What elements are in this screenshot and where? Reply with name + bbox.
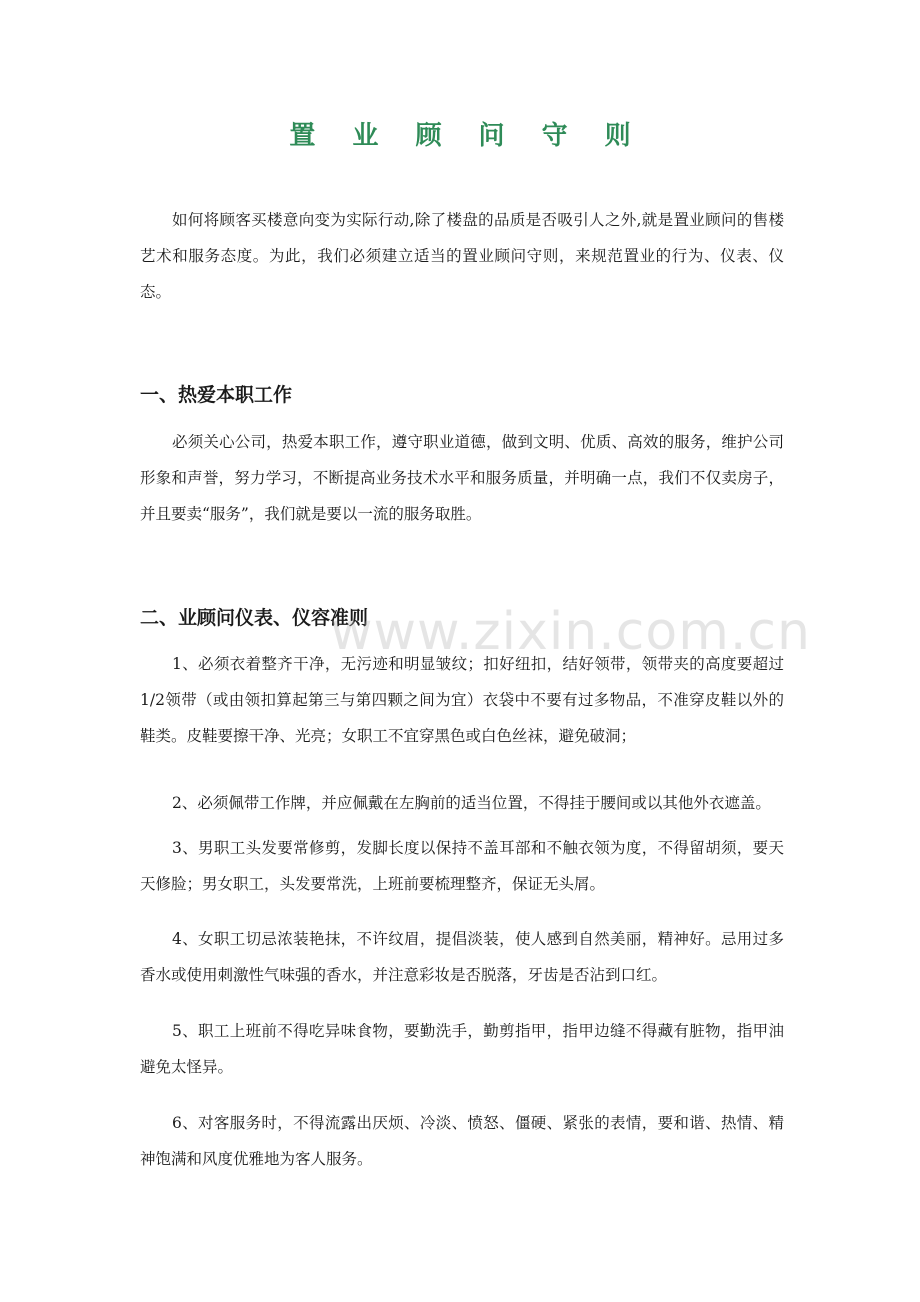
section-2-item-5: 5、职工上班前不得吃异味食物，要勤洗手，勤剪指甲，指甲边缝不得藏有脏物，指甲油避免太怪异。	[140, 1022, 784, 1076]
section-2-item-6: 6、对客服务时，不得流露出厌烦、冷淡、愤怒、僵硬、紧张的表情，要和谐、热情、精神饱满和风度优雅地为客人服务。	[140, 1114, 784, 1168]
watermark: www.zixin.com.cn	[330, 602, 811, 662]
section-1-heading: 一、热爱本职工作	[140, 384, 293, 406]
document-title: 置 业 顾 问 守 则	[289, 121, 645, 151]
section-2-item-2: 2、必须佩带工作牌，并应佩戴在左胸前的适当位置，不得挂于腰间或以其他外衣遮盖。	[172, 794, 771, 812]
section-2-item-4: 4、女职工切忌浓装艳抹，不许纹眉，提倡淡装，使人感到自然美丽，精神好。忌用过多香水或使用刺激性气味强的香水，并注意彩妆是否脱落，牙齿是否沾到口红。	[140, 930, 784, 984]
section-1-body: 必须关心公司，热爱本职工作，遵守职业道德，做到文明、优质、高效的服务，维护公司形象和声誉，努力学习，不断提高业务技术水平和服务质量，并明确一点，我们不仅卖房子，并且要卖“服务”，我们就是要以一流的服务取胜。	[140, 433, 784, 523]
section-2-item-1: 1、必须衣着整齐干净，无污迹和明显皱纹；扣好纽扣，结好领带，领带夹的高度要超过1/2领带（或由领扣算起第三与第四颗之间为宜）衣袋中不要有过多物品，不准穿皮鞋以外的鞋类。皮鞋要擦干净、光亮；女职工不宜穿黑色或白色丝袜，避免破洞；	[140, 655, 784, 745]
intro-paragraph: 如何将顾客买楼意向变为实际行动,除了楼盘的品质是否吸引人之外,就是置业顾问的售楼艺术和服务态度。为此，我们必须建立适当的置业顾问守则，来规范置业的行为、仪表、仪态。	[140, 211, 784, 301]
section-2-heading: 二、业顾问仪表、仪容准则	[140, 607, 369, 629]
section-2-item-3: 3、男职工头发要常修剪，发脚长度以保持不盖耳部和不触衣领为度，不得留胡须，要天天修脸；男女职工，头发要常洗，上班前要梳理整齐，保证无头屑。	[140, 839, 784, 893]
